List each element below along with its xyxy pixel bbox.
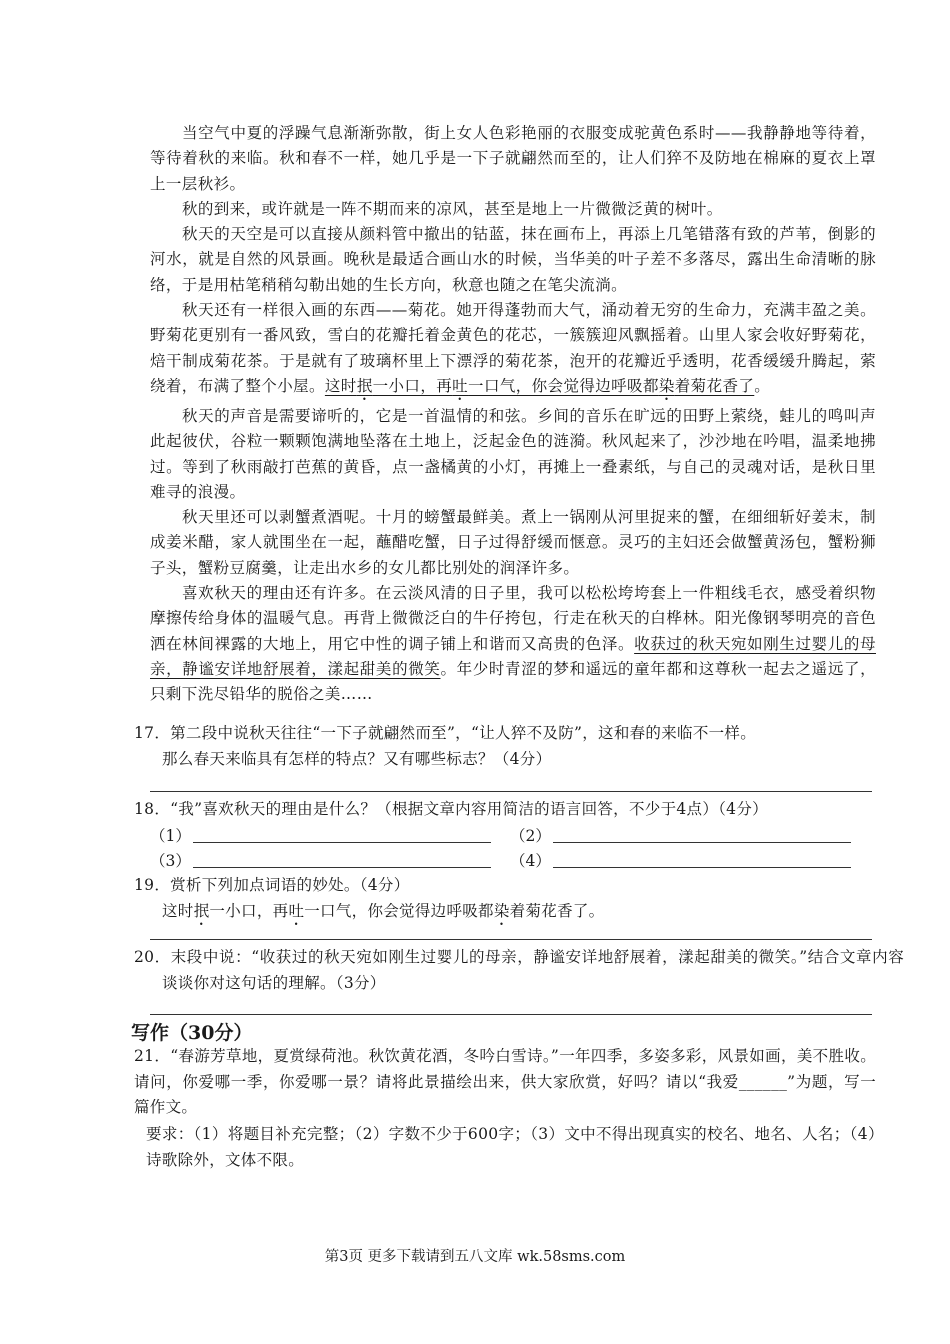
question-18 xyxy=(134,797,876,823)
paragraph-7-text: 喜欢秋天的理由还有许多。在云淡风清的日子里，我可以松松垮垮套上一件粗线毛衣，感受着织物摩擦传给身体的温暖气息。再背上微微泛白的牛仔挎包，行走在秋天的白桦林。阳光像钢琴明亮的音色洒在林间裸露的大地上，用它中性的调子铺上和谐而又高贵的色泽。 xyxy=(150,584,876,653)
dotted-word-min: 抿 xyxy=(356,376,373,395)
reading-passage xyxy=(150,121,876,708)
passage-paragraph-4 xyxy=(150,298,876,404)
dotted-word-tu: 吐 xyxy=(452,376,469,395)
underlined-sentence-chrysanthemum: 这时抿一小口，再吐一口气，你会觉得边呼吸都染着菊花香了 xyxy=(324,376,755,395)
paragraph-4-end: 。 xyxy=(754,376,771,395)
blank-label-1: （1） xyxy=(150,826,191,845)
answer-line-17[interactable] xyxy=(150,791,872,792)
question-17-text-2: 那么春天来临具有怎样的特点？又有哪些标志？（4分） xyxy=(162,749,552,768)
underlined-fragment: 一小口，再 xyxy=(372,376,453,395)
question-20-text: 20．末段中说：“收获过的秋天宛如刚生过婴儿的母亲，静谧安详地舒展着，漾起甜美的微笑。”结合文章内容谈谈你对这句话的理解。（3分） xyxy=(134,948,904,992)
question-17 xyxy=(134,721,876,772)
blank-label-4: （4） xyxy=(510,851,551,870)
blank-label-3: （3） xyxy=(150,851,191,870)
answer-blank-1[interactable] xyxy=(193,826,491,843)
passage-paragraph-5: 秋天的声音是需要谛听的，它是一首温情的和弦。乡间的音乐在旷远的田野上萦绕，蛙儿的鸣叫声此起彼伏，谷粒一颗颗饱满地坠落在土地上，泛起金色的涟漪。秋风起来了，沙沙地在吟唱，温柔地拂过。等到了秋雨敲打芭蕉的黄昏，点一盏橘黄的小灯，再摊上一叠素纸，与自己的灵魂对话，是秋日里难寻的浪漫。 xyxy=(150,406,876,501)
dotted-word-min: 抿 xyxy=(193,901,210,920)
question-21 xyxy=(134,1044,876,1121)
question-19-quote xyxy=(134,899,876,929)
underlined-fragment: 一口气，你会觉得边呼吸都 xyxy=(468,376,659,395)
underlined-fragment: 着菊花香了 xyxy=(674,376,755,395)
quote-fragment: 一口气，你会觉得边呼吸都 xyxy=(304,901,494,920)
question-17-text: 17．第二段中说秋天往往“一下子就翩然而至”，“让人猝不及防”，这和春的来临不一样。 xyxy=(134,724,757,742)
dotted-word-ran: 染 xyxy=(658,376,675,395)
answer-blank-2[interactable] xyxy=(553,826,851,843)
quote-fragment: 一小口，再 xyxy=(209,901,289,920)
writing-requirements-text: 要求：（1）将题目补充完整；（2）字数不少于600字；（3）文中不得出现真实的校名、地名、人名；（4）诗歌除外，文体不限。 xyxy=(146,1125,876,1169)
passage-paragraph-2: 秋的到来，或许就是一阵不期而来的凉风，甚至是地上一片微微泛黄的树叶。 xyxy=(182,199,723,218)
question-20 xyxy=(134,945,904,996)
page-footer: 第3页 更多下载请到五八文库 wk.58sms.com xyxy=(324,1249,626,1265)
question-19-text: 19．赏析下列加点词语的妙处。（4分） xyxy=(134,876,410,894)
passage-paragraph-7 xyxy=(150,581,876,707)
answer-blanks-18 xyxy=(150,822,870,872)
answer-line-19[interactable] xyxy=(150,939,872,940)
paragraph-7-end: 。年少时青涩的梦和遥远的童年都和这尊秋一起去之遥远了，只剩下洗尽铅华的脱俗之美…… xyxy=(150,659,876,704)
quote-fragment: 这时 xyxy=(162,901,194,920)
dotted-word-tu: 吐 xyxy=(288,901,305,920)
answer-line-20[interactable] xyxy=(150,1014,872,1015)
passage-paragraph-6: 秋天里还可以剥蟹煮酒呢。十月的螃蟹最鲜美。煮上一锅刚从河里捉来的蟹，在细细斩好姜末，制成姜米醋，家人就围坐在一起，蘸醋吃蟹，日子过得舒缓而惬意。灵巧的主妇还会做蟹黄汤包，蟹粉狮子头，蟹粉豆腐羹，让走出水乡的女儿都比别处的润泽许多。 xyxy=(150,508,876,577)
quote-fragment: 着菊花香了。 xyxy=(509,901,605,920)
dotted-word-ran: 染 xyxy=(493,901,510,920)
answer-blank-3[interactable] xyxy=(193,851,491,868)
writing-heading: 写作（30分） xyxy=(131,1022,253,1044)
underlined-sentence-harvest: 收获过的秋天宛如刚生过婴儿的母亲，静谧安详地舒展着，漾起甜美的微笑 xyxy=(150,634,876,678)
answer-blank-4[interactable] xyxy=(553,851,851,868)
writing-requirements xyxy=(146,1122,876,1173)
blank-label-2: （2） xyxy=(510,826,551,845)
paragraph-4-text: 秋天还有一样很入画的东西——菊花。她开得蓬勃而大气，涌动着无穷的生命力，充满丰盈之美。野菊花更别有一番风致，雪白的花瓣托着金黄色的花芯，一簇簇迎风飘摇着。山里人家会收好野菊花，焙干制成菊花茶。于是就有了玻璃杯里上下漂浮的菊花茶，泡开的花瓣近乎透明，花香缓缓升腾起，萦绕着，布满了整个小屋。 xyxy=(150,301,876,395)
passage-paragraph-1: 当空气中夏的浮躁气息渐渐弥散，街上女人色彩艳丽的衣服变成驼黄色系时——我静静地等待着，等待着秋的来临。秋和春不一样，她几乎是一下子就翩然而至的，让人们猝不及防地在棉麻的夏衣上罩上一层秋衫。 xyxy=(150,124,876,193)
question-19 xyxy=(134,873,876,929)
question-18-text: 18．“我”喜欢秋天的理由是什么？（根据文章内容用简洁的语言回答，不少于4点）（4分） xyxy=(134,800,768,818)
passage-paragraph-3: 秋天的天空是可以直接从颜料管中撤出的钴蓝，抹在画布上，再添上几笔错落有致的芦苇，倒影的河水，就是自然的风景画。晚秋是最适合画山水的时候，当华美的叶子差不多落尽，露出生命清晰的脉络，于是用枯笔稍稍勾勒出她的生长方向，秋意也随之在笔尖流淌。 xyxy=(150,225,876,294)
question-21-text: 21．“春游芳草地，夏赏绿荷池。秋饮黄花酒，冬吟白雪诗。”一年四季，多姿多彩，风景如画，美不胜收。请问，你爱哪一季，你爱哪一景？请将此景描绘出来，供大家欣赏，好吗？请以“我爱______”为题，写一篇作文。 xyxy=(134,1047,876,1116)
